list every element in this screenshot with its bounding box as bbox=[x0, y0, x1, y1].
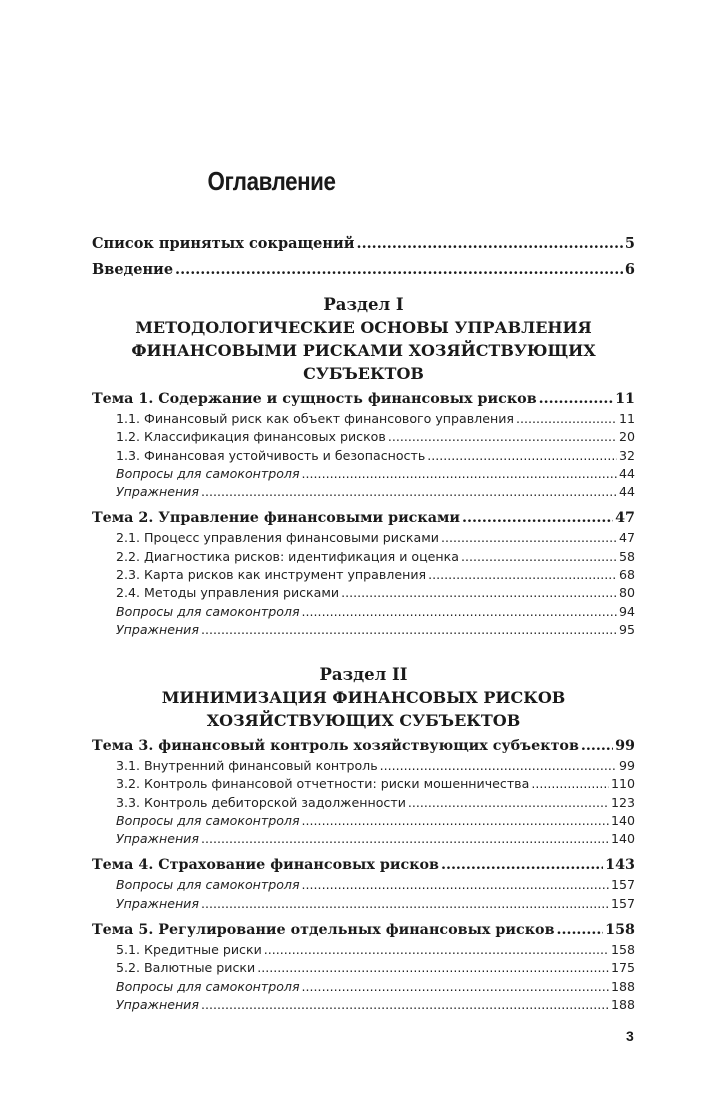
toc-entry[interactable] bbox=[92, 231, 635, 257]
entry-page: 80 bbox=[618, 585, 635, 601]
toc-subentry[interactable] bbox=[92, 566, 635, 584]
toc-subentry-italic[interactable] bbox=[92, 996, 635, 1014]
toc-entry[interactable] bbox=[92, 257, 635, 283]
entry-page: 11 bbox=[618, 411, 635, 426]
toc-subentry-italic[interactable] bbox=[92, 830, 635, 848]
toc-subentry-italic[interactable] bbox=[92, 621, 635, 639]
entry-page: 5 bbox=[624, 235, 635, 252]
front-matter bbox=[92, 231, 635, 283]
entry-page: 188 bbox=[610, 996, 635, 1012]
entry-page: 99 bbox=[618, 758, 635, 773]
toc-subentry[interactable] bbox=[92, 410, 635, 428]
toc-subentry[interactable] bbox=[92, 775, 635, 793]
entry-page: 44 bbox=[618, 465, 635, 481]
dot-leader bbox=[388, 428, 617, 446]
entry-title: Введение bbox=[92, 261, 174, 278]
entry-title: Тема 4. Страхование финансовых рисков bbox=[92, 857, 439, 874]
topic-block bbox=[92, 854, 635, 913]
entry-page: 99 bbox=[615, 738, 635, 754]
entry-title: Список принятых сокращений bbox=[92, 235, 355, 252]
toc-subentry[interactable] bbox=[92, 794, 635, 812]
toc-subentry-italic[interactable] bbox=[92, 465, 635, 483]
entry-page: 95 bbox=[618, 621, 635, 637]
dot-leader bbox=[539, 388, 613, 410]
dot-leader bbox=[201, 996, 609, 1014]
toc-subentry-italic[interactable] bbox=[92, 603, 635, 621]
dot-leader bbox=[462, 507, 613, 529]
entry-title: 2.2. Диагностика рисков: идентификация и оценка bbox=[116, 548, 459, 564]
section-1 bbox=[92, 293, 635, 639]
entry-page: 44 bbox=[618, 484, 635, 500]
entry-title: Вопросы для самоконтроля bbox=[116, 978, 300, 994]
entry-page: 175 bbox=[610, 960, 635, 976]
dot-leader bbox=[201, 830, 609, 848]
toc-subentry[interactable] bbox=[92, 941, 635, 959]
dot-leader bbox=[461, 548, 617, 566]
dot-leader bbox=[531, 775, 609, 793]
toc-subentry[interactable] bbox=[92, 757, 635, 775]
entry-page: 140 bbox=[610, 812, 635, 828]
entry-page: 6 bbox=[624, 261, 635, 278]
section-number: Раздел I bbox=[323, 295, 404, 314]
entry-title: 2.3. Карта рисков как инструмент управления bbox=[116, 567, 427, 583]
toc-subentry[interactable] bbox=[92, 529, 635, 547]
entry-page: 158 bbox=[605, 922, 635, 939]
dot-leader bbox=[302, 465, 617, 483]
topic-block bbox=[92, 919, 635, 1014]
dot-leader bbox=[201, 621, 617, 639]
toc-subentry-italic[interactable] bbox=[92, 876, 635, 894]
entry-title: Тема 5. Регулирование отдельных финансовых рисков bbox=[92, 922, 555, 939]
entry-page: 20 bbox=[618, 429, 635, 445]
section-title-line: МИНИМИЗАЦИЯ ФИНАНСОВЫХ РИСКОВ bbox=[161, 688, 566, 707]
entry-title: 2.4. Методы управления рисками bbox=[116, 585, 340, 601]
topic-block bbox=[92, 507, 635, 639]
dot-leader bbox=[357, 231, 623, 257]
dot-leader bbox=[201, 483, 617, 501]
dot-leader bbox=[557, 919, 604, 941]
entry-title: Тема 2. Управление финансовыми рисками bbox=[92, 510, 460, 527]
dot-leader bbox=[302, 603, 617, 621]
entry-title: 1.2. Классификация финансовых рисков bbox=[116, 429, 386, 445]
section-title-line: ФИНАНСОВЫМИ РИСКАМИ ХОЗЯЙСТВУЮЩИХ bbox=[131, 341, 596, 360]
dot-leader bbox=[581, 735, 613, 757]
entry-title: Тема 1. Содержание и сущность финансовых рисков bbox=[92, 391, 537, 407]
toc-subentry-italic[interactable] bbox=[92, 483, 635, 501]
entry-title: 1.1. Финансовый риск как объект финансового управления bbox=[116, 411, 514, 426]
entry-title: Вопросы для самоконтроля bbox=[116, 603, 300, 619]
dot-leader bbox=[441, 529, 617, 547]
entry-page: 11 bbox=[615, 391, 635, 407]
dot-leader bbox=[441, 854, 603, 876]
entry-page: 94 bbox=[618, 603, 635, 619]
entry-page: 32 bbox=[618, 447, 635, 463]
entry-title: 1.3. Финансовая устойчивость и безопасность bbox=[116, 447, 426, 463]
topic-block bbox=[92, 388, 635, 501]
section-heading bbox=[92, 663, 635, 732]
entry-title: Упражнения bbox=[116, 484, 199, 500]
topic-entry[interactable] bbox=[92, 388, 635, 410]
dot-leader bbox=[516, 410, 617, 428]
entry-title: 3.2. Контроль финансовой отчетности: риски мошенничества bbox=[116, 776, 530, 792]
toc-subentry[interactable] bbox=[92, 548, 635, 566]
entry-title: Вопросы для самоконтроля bbox=[116, 877, 300, 893]
dot-leader bbox=[341, 584, 617, 602]
entry-title: 2.1. Процесс управления финансовыми рисками bbox=[116, 530, 439, 546]
entry-page: 68 bbox=[618, 567, 635, 583]
entry-page: 58 bbox=[618, 548, 635, 564]
dot-leader bbox=[175, 257, 623, 283]
dot-leader bbox=[302, 812, 609, 830]
dot-leader bbox=[408, 794, 609, 812]
toc-subentry-italic[interactable] bbox=[92, 978, 635, 996]
entry-title: Тема 3. финансовый контроль хозяйствующих субъектов bbox=[92, 738, 579, 754]
entry-title: Упражнения bbox=[116, 895, 199, 911]
entry-page: 157 bbox=[610, 895, 635, 911]
section-number: Раздел II bbox=[319, 665, 408, 684]
entry-title: Упражнения bbox=[116, 831, 199, 847]
toc-subentry[interactable] bbox=[92, 584, 635, 602]
entry-page: 188 bbox=[610, 978, 635, 994]
section-title-line: СУБЪЕКТОВ bbox=[303, 364, 424, 383]
toc-subentry[interactable] bbox=[92, 447, 635, 465]
toc-subentry-italic[interactable] bbox=[92, 895, 635, 913]
dot-leader bbox=[380, 757, 617, 775]
page-number: 3 bbox=[626, 1028, 634, 1044]
entry-page: 158 bbox=[610, 942, 635, 958]
topic-block bbox=[92, 735, 635, 848]
entry-title: 5.1. Кредитные риски bbox=[116, 942, 262, 958]
toc-subentry[interactable] bbox=[92, 428, 635, 446]
dot-leader bbox=[427, 447, 617, 465]
toc-subentry[interactable] bbox=[92, 959, 635, 977]
dot-leader bbox=[302, 978, 609, 996]
dot-leader bbox=[257, 959, 609, 977]
entry-title: Упражнения bbox=[116, 621, 199, 637]
entry-title: Вопросы для самоконтроля bbox=[116, 465, 300, 481]
dot-leader bbox=[201, 895, 609, 913]
section-title-line: МЕТОДОЛОГИЧЕСКИЕ ОСНОВЫ УПРАВЛЕНИЯ bbox=[135, 318, 592, 337]
entry-page: 110 bbox=[610, 776, 635, 792]
section-title-line: ХОЗЯЙСТВУЮЩИХ СУБЪЕКТОВ bbox=[206, 711, 521, 730]
topic-entry[interactable] bbox=[92, 507, 635, 529]
entry-page: 47 bbox=[615, 510, 635, 527]
section-heading bbox=[92, 293, 635, 385]
entry-title: Вопросы для самоконтроля bbox=[116, 812, 300, 828]
entry-title: Упражнения bbox=[116, 996, 199, 1012]
entry-page: 140 bbox=[610, 831, 635, 847]
entry-page: 157 bbox=[610, 877, 635, 893]
entry-title: 5.2. Валютные риски bbox=[116, 960, 256, 976]
entry-page: 47 bbox=[618, 530, 635, 546]
entry-page: 143 bbox=[605, 857, 635, 874]
section-2 bbox=[92, 663, 635, 1014]
entry-title: 3.1. Внутренний финансовый контроль bbox=[116, 758, 378, 773]
dot-leader bbox=[428, 566, 617, 584]
topic-entry[interactable] bbox=[92, 919, 635, 941]
dot-leader bbox=[302, 876, 609, 894]
entry-title: 3.3. Контроль дебиторской задолженности bbox=[116, 794, 406, 810]
topic-entry[interactable] bbox=[92, 735, 635, 757]
dot-leader bbox=[264, 941, 609, 959]
entry-page: 123 bbox=[610, 794, 635, 810]
toc-subentry-italic[interactable] bbox=[92, 812, 635, 830]
topic-entry[interactable] bbox=[92, 854, 635, 876]
page-title: Оглавление bbox=[207, 166, 336, 196]
